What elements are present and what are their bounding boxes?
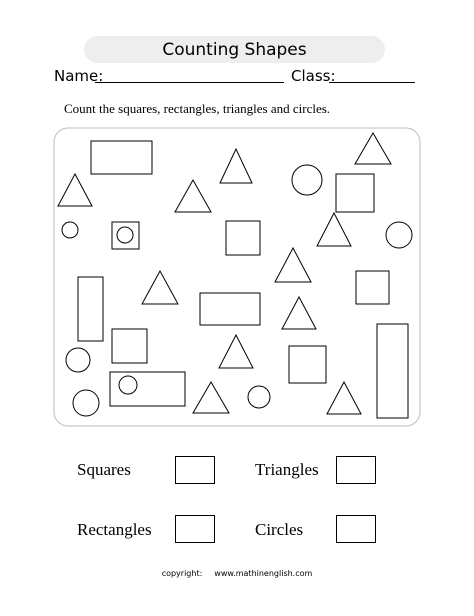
triangle-shape (175, 180, 211, 212)
rectangle-shape (110, 372, 185, 406)
square-shape (356, 271, 389, 304)
square-shape (336, 174, 374, 212)
class-label: Class: (291, 67, 336, 85)
shapes-frame (54, 128, 420, 426)
circles-answer-box[interactable] (336, 515, 376, 543)
rectangles-answer-box[interactable] (175, 515, 215, 543)
circle-shape (73, 390, 99, 416)
circle-shape (292, 165, 322, 195)
triangle-shape (220, 149, 252, 183)
triangle-shape (317, 213, 351, 246)
triangle-shape (282, 297, 316, 329)
triangles-label: Triangles (255, 460, 319, 479)
footer (0, 569, 474, 578)
rectangle-shape (377, 324, 408, 418)
page-title: Counting Shapes (162, 39, 307, 60)
rectangle-shape (91, 141, 152, 174)
square-shape (226, 221, 260, 255)
website-link[interactable]: www.mathinenglish.com (214, 569, 313, 578)
triangle-shape (355, 133, 391, 164)
circle-shape (66, 348, 90, 372)
squares-answer-box[interactable] (175, 456, 215, 484)
circles-label: Circles (255, 520, 304, 539)
triangle-shape (219, 335, 253, 368)
triangles-answer-box[interactable] (336, 456, 376, 484)
circle-shape (386, 222, 412, 248)
rectangle-shape (78, 277, 103, 341)
circle-shape (119, 376, 137, 394)
triangle-shape (58, 174, 92, 206)
name-label: Name: (54, 67, 104, 85)
circle-shape (248, 386, 270, 408)
instructions-text: Count the squares, rectangles, triangles and circles. (64, 101, 331, 116)
triangle-shape (275, 248, 311, 282)
triangle-shape (327, 382, 361, 414)
rectangle-shape (200, 293, 260, 325)
circle-shape (62, 222, 78, 238)
rectangles-label: Rectangles (77, 520, 152, 539)
squares-label: Squares (77, 460, 131, 479)
square-shape (112, 329, 147, 363)
circle-shape (117, 227, 133, 243)
square-shape (112, 222, 139, 249)
triangle-shape (142, 271, 178, 304)
copyright-label: copyright: (161, 569, 203, 578)
square-shape (289, 346, 326, 383)
triangle-shape (193, 382, 229, 413)
